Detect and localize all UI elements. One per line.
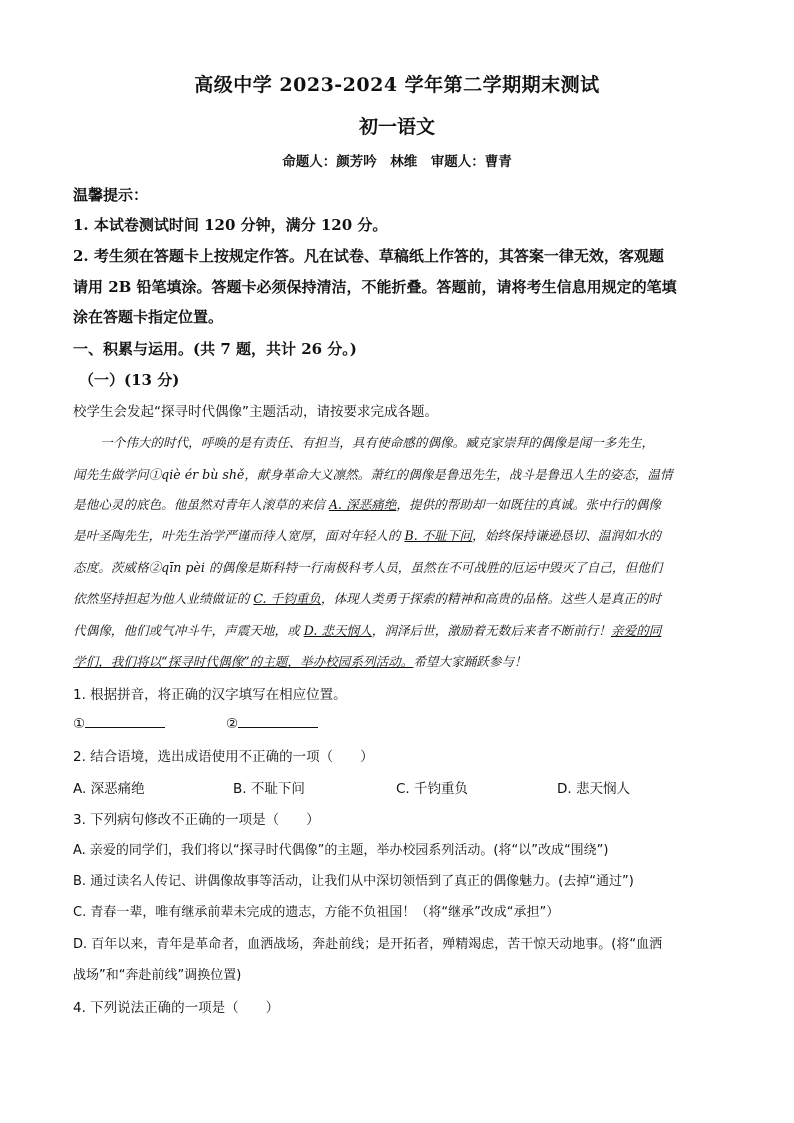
q2-option-c[interactable]: C. 千钧重负 — [396, 781, 469, 797]
blank-2-line[interactable] — [238, 714, 318, 728]
question-2: 2. 结合语境，选出成语使用不正确的一项（ ） — [73, 749, 374, 765]
idiom-b: B. 不耻下问 — [404, 528, 473, 543]
passage-line — [73, 525, 661, 544]
passage-text: 代偶像，他们或气冲斗牛，声震天地，或 — [73, 623, 304, 638]
q3-option-b[interactable]: B. 通过读名人传记、讲偶像故事等活动，让我们从中深切领悟到了真正的偶像魅力。(去掉“通过”) — [73, 874, 634, 889]
passage-line — [73, 494, 661, 513]
q3-option-a[interactable]: A. 亲爱的同学们，我们将以“探寻时代偶像”的主题，举办校园系列活动。(将“以”改成“围绕”) — [73, 843, 609, 858]
q2-option-b[interactable]: B. 不耻下问 — [233, 781, 305, 797]
passage-line: 闻先生做学问①qiè ér bù shě，献身革命大义凛然。萧红的偶像是鲁迅先生，战斗是鲁迅人生的姿态，温情 — [73, 467, 673, 482]
part-1-heading: （一）(13 分) — [79, 371, 180, 389]
tips-item-2-line-1: 2. 考生须在答题卡上按规定作答。凡在试卷、草稿纸上作答的，其答案一律无效，客观题 — [73, 247, 664, 265]
tips-item-1: 1. 本试卷测试时间 120 分钟，满分 120 分。 — [73, 216, 388, 234]
subject-title: 初一语文 — [358, 116, 435, 138]
passage-text: 是他心灵的底色。他虽然对青年人滚草的来信 — [73, 497, 329, 512]
tips-item-2-line-3: 涂在答题卡指定位置。 — [73, 308, 224, 326]
passage-text: 依然坚持担起为他人业绩做证的 — [73, 591, 254, 606]
exam-title: 高级中学 2023-2024 学年第二学期期末测试 — [194, 74, 600, 96]
idiom-d: D. 悲天悯人 — [303, 623, 372, 638]
blank-1-line[interactable] — [85, 714, 165, 728]
passage-text: 是叶圣陶先生，叶先生治学严谨而待人宽厚，面对年轻人的 — [73, 528, 405, 543]
passage-line — [73, 620, 661, 639]
answer-blank-1[interactable] — [73, 714, 165, 732]
section-intro: 校学生会发起“探寻时代偶像”主题活动，请按要求完成各题。 — [73, 404, 438, 420]
q3-option-c[interactable]: C. 青春一辈，唯有继承前辈未完成的遗志，方能不负祖国！（将“继承”改成“承担”） — [73, 905, 560, 920]
q3-option-d-line-2[interactable]: 战场”和“奔赴前线”调换位置) — [73, 968, 242, 983]
underlined-sentence: 学们，我们将以“探寻时代偶像”的主题，举办校园系列活动。 — [73, 654, 414, 669]
question-1: 1. 根据拼音，将正确的汉字填写在相应位置。 — [73, 687, 347, 703]
blank-1-label: ① — [73, 716, 86, 732]
question-4: 4. 下列说法正确的一项是（ ） — [73, 1000, 280, 1016]
passage-text: 希望大家踊跃参与！ — [413, 654, 527, 669]
passage-line — [73, 588, 661, 607]
q2-option-d[interactable]: D. 悲天悯人 — [557, 781, 630, 797]
passage-text: ，润泽后世，激励着无数后来者不断前行！ — [371, 623, 612, 638]
authors-line: 命题人：颜芳吟 林维 审题人：曹青 — [282, 154, 512, 170]
passage-line — [73, 651, 527, 670]
underlined-sentence: 亲爱的同 — [611, 623, 662, 638]
section-1-heading: 一、积累与运用。(共 7 题，共计 26 分。) — [73, 340, 357, 358]
idiom-c: C. 千钧重负 — [253, 591, 321, 606]
passage-line: 态度。茨威格②qīn pèi 的偶像是斯科特一行南极科考人员，虽然在不可战胜的厄运中毁灭了自己，但他们 — [73, 560, 663, 575]
passage-line: 一个伟大的时代，呼唤的是有责任、有担当，具有使命感的偶像。臧克家崇拜的偶像是闻一多先生， — [100, 435, 655, 450]
q2-option-a[interactable]: A. 深恶痛绝 — [73, 781, 145, 797]
idiom-a: A. 深恶痛绝 — [328, 497, 397, 512]
tips-heading: 温馨提示： — [73, 186, 149, 204]
question-3: 3. 下列病句修改不正确的一项是（ ） — [73, 812, 320, 828]
passage-text: ，提供的帮助却一如既往的真诚。张中行的偶像 — [396, 497, 661, 512]
tips-item-2-line-2: 请用 2B 铅笔填涂。答题卡必须保持清洁，不能折叠。答题前，请将考生信息用规定的笔填 — [73, 278, 677, 296]
q3-option-d-line-1[interactable]: D. 百年以来，青年是革命者，血洒战场，奔赴前线；是开拓者，殚精竭虑，苦干惊天动地事。(将“血洒 — [73, 937, 663, 952]
passage-text: ，始终保持谦逊恳切、温润如水的 — [472, 528, 661, 543]
passage-text: ，体现人类勇于探索的精神和高贵的品格。这些人是真正的时 — [320, 591, 661, 606]
answer-blank-2[interactable] — [226, 714, 318, 732]
blank-2-label: ② — [226, 716, 239, 732]
